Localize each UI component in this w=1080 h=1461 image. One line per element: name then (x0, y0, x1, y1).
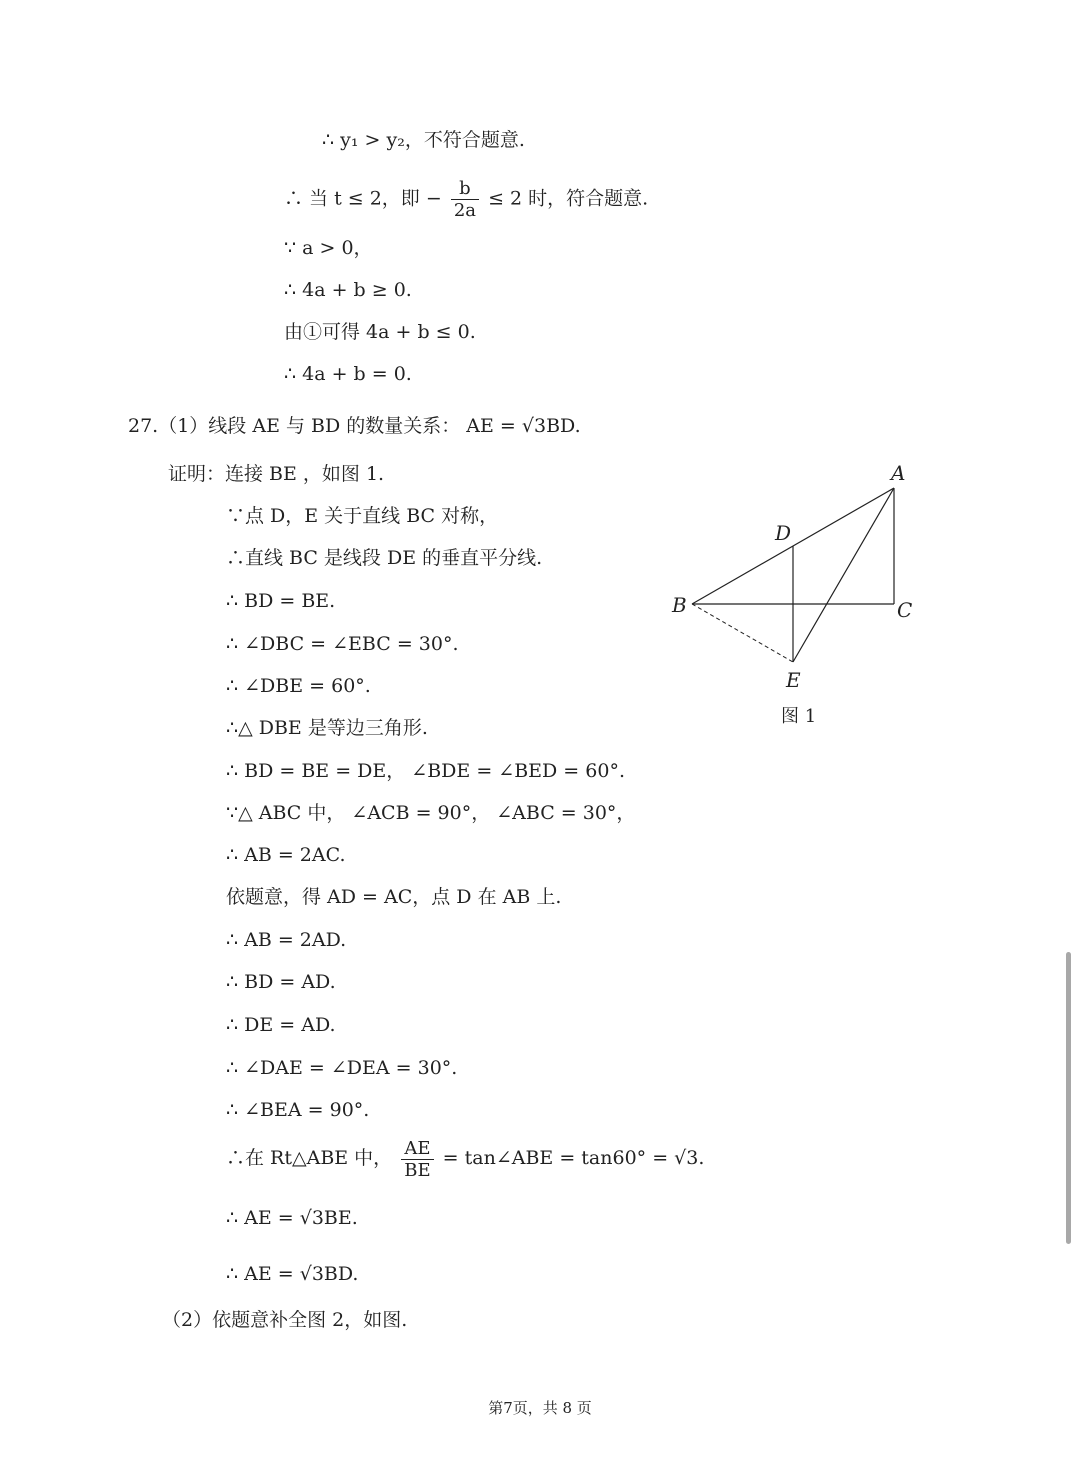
text-line: ∴ ∠DBE = 60°. (226, 675, 371, 697)
text-line: ∴ AB = 2AD. (226, 929, 347, 951)
fraction-sign: − (425, 187, 442, 210)
fraction-ae-over-be (401, 1138, 433, 1181)
text-line: ∵△ ABC 中， ∠ACB = 90°， ∠ABC = 30°， (226, 802, 636, 824)
text-line: 依题意，得 AD = AC，点 D 在 AB 上. (226, 886, 562, 908)
text-line: ∴直线 BC 是线段 DE 的垂直平分线. (226, 547, 543, 569)
label-a: A (891, 461, 906, 485)
text-line: ∴ AB = 2AC. (226, 844, 346, 866)
text-segment: ∴ 当 t ≤ 2，即 (284, 187, 420, 210)
label-e: E (786, 668, 801, 692)
figure-1-diagram (660, 455, 920, 735)
text-line: ∴ BD = AD. (226, 971, 336, 993)
text-line: ∴ 4a + b = 0. (284, 363, 412, 385)
fraction-denominator: BE (401, 1159, 433, 1181)
dashed-segment-be (692, 604, 793, 662)
text-line: 证明：连接 BE ，如图 1. (168, 463, 385, 485)
text-segment: ∴在 Rt△ABE 中， (226, 1147, 393, 1169)
figure-caption: 图 1 (781, 706, 817, 727)
text-line: ∴ AE = √3BD. (226, 1263, 359, 1285)
fraction-numerator: b (459, 178, 471, 199)
text-line: 由①可得 4a + b ≤ 0. (284, 321, 476, 343)
label-b: B (672, 593, 687, 617)
text-line: ∴ ∠BEA = 90°. (226, 1099, 370, 1121)
text-line: ∴ ∠DBC = ∠EBC = 30°. (226, 633, 459, 655)
vertical-scrollbar[interactable] (1066, 952, 1071, 1244)
question-27-heading: 27.（1）线段 AE 与 BD 的数量关系： AE = √3BD. (128, 415, 581, 437)
fraction-numerator: AE (404, 1137, 431, 1159)
text-line-with-fraction (284, 178, 648, 221)
text-segment: = tan∠ABE = tan60° = √3. (442, 1147, 705, 1169)
text-line: ∵ a > 0， (284, 237, 373, 259)
text-line: ∴ y₁ > y₂，不符合题意. (322, 129, 525, 151)
text-line: ∴ 4a + b ≥ 0. (284, 279, 412, 301)
fraction-b-over-2a (451, 178, 479, 221)
text-line: ∴ AE = √3BE. (226, 1207, 358, 1229)
label-d: D (775, 521, 792, 545)
geometry-figure-1 (660, 455, 920, 735)
label-c: C (897, 598, 913, 622)
text-line: ∴ BD = BE = DE， ∠BDE = ∠BED = 60°. (226, 760, 625, 782)
text-line: ∴△ DBE 是等边三角形. (226, 717, 428, 739)
text-line: ∴ BD = BE. (226, 590, 336, 612)
text-segment: ≤ 2 时，符合题意. (488, 187, 649, 210)
text-line: ∵点 D，E 关于直线 BC 对称， (226, 505, 499, 527)
part-2-heading: （2）依题意补全图 2，如图. (162, 1309, 408, 1331)
segment-ae (793, 488, 894, 662)
text-line: ∴ DE = AD. (226, 1014, 336, 1036)
fraction-denominator: 2a (451, 199, 479, 221)
page-footer: 第7页，共 8 页 (488, 1399, 592, 1417)
text-line: ∴ ∠DAE = ∠DEA = 30°. (226, 1057, 458, 1079)
text-line-with-fraction (226, 1136, 704, 1181)
